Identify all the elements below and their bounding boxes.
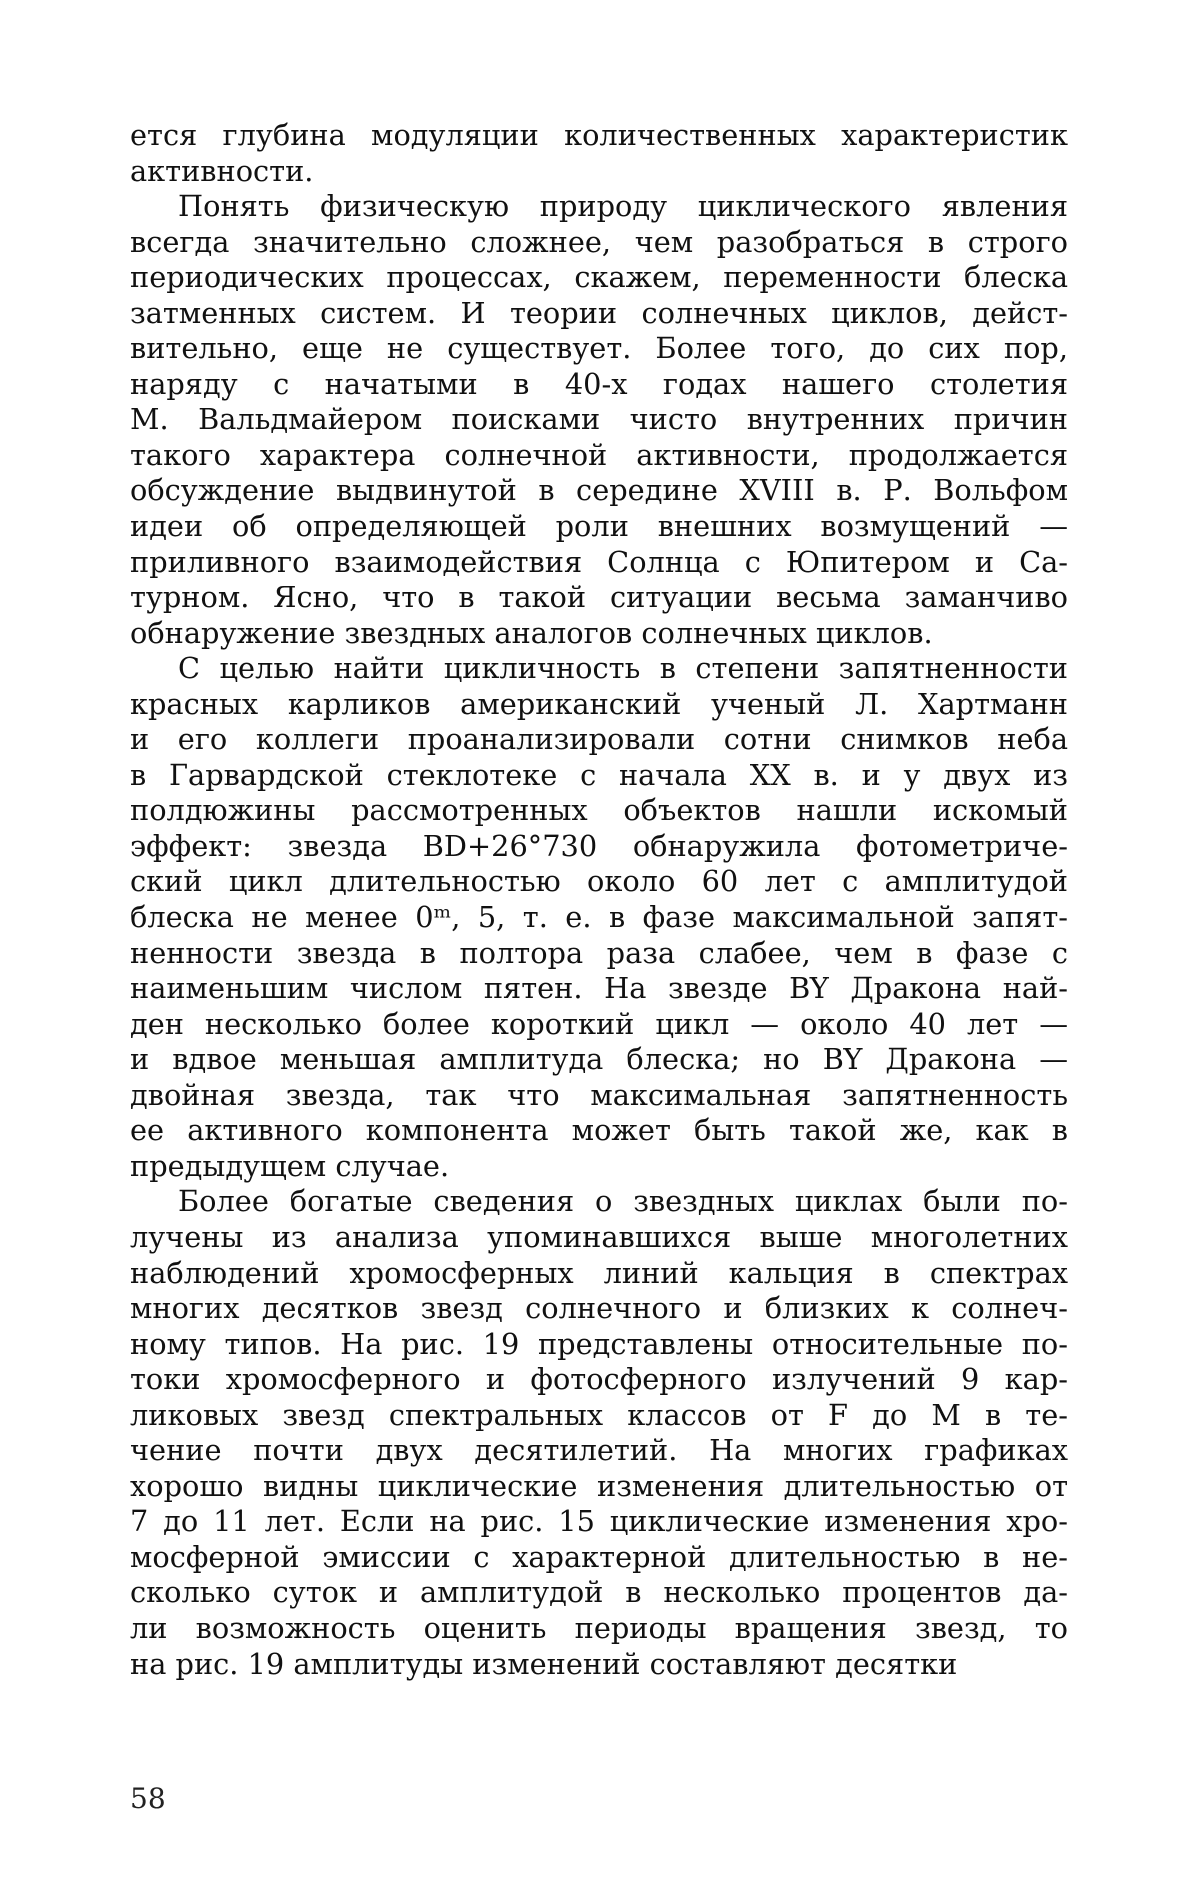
text-line: затменных систем. И теории солнечных циклов, дейст- xyxy=(130,295,1068,330)
text-line: периодических процессах, скажем, переменности блеска xyxy=(130,260,1068,295)
text-line: обнаружение звездных аналогов солнечных циклов. xyxy=(130,615,933,650)
text-line: двойная звезда, так что максимальная запятненность xyxy=(130,1077,1068,1112)
text-line: 7 до 11 лет. Если на рис. 15 циклические изменения хро- xyxy=(130,1504,1068,1539)
text-line: ется глубина модуляции количественных характеристик xyxy=(130,118,1068,152)
text-line: предыдущем случае. xyxy=(130,1148,450,1183)
text-line: наименьшим числом пятен. На звезде BY Дракона най- xyxy=(130,971,1068,1006)
text-line: ден несколько более короткий цикл — около 40 лет — xyxy=(130,1006,1068,1041)
text-line: С целью найти цикличность в степени запятненности xyxy=(178,651,1068,686)
text-line: такого характера солнечной активности, продолжается xyxy=(130,437,1068,472)
body-text xyxy=(130,118,1068,1682)
text-line: активности. xyxy=(130,153,314,188)
text-line: полдюжины рассмотренных объектов нашли искомый xyxy=(130,793,1068,828)
text-line: чение почти двух десятилетий. На многих графиках xyxy=(130,1433,1068,1468)
text-line: Понять физическую природу циклического явления xyxy=(178,189,1068,224)
text-line: М. Вальдмайером поисками чисто внутренних причин xyxy=(130,402,1068,437)
text-line: ликовых звезд спектральных классов от F до M в те- xyxy=(130,1397,1068,1432)
text-line: и вдвое меньшая амплитуда блеска; но BY Дракона — xyxy=(130,1042,1068,1077)
text-line: лучены из анализа упоминавшихся выше многолетних xyxy=(130,1219,1068,1254)
text-line: обсуждение выдвинутой в середине XVIII в. Р. Вольфом xyxy=(130,473,1068,508)
text-line: сколько суток и амплитудой в несколько процентов да- xyxy=(130,1575,1068,1610)
page-number: 58 xyxy=(130,1782,166,1815)
paragraph xyxy=(130,118,1068,189)
text-line: ее активного компонента может быть такой же, как в xyxy=(130,1113,1068,1148)
text-line: и его коллеги проанализировали сотни снимков неба xyxy=(130,722,1068,757)
text-line: наряду с начатыми в 40-х годах нашего столетия xyxy=(130,366,1068,401)
text-line: наблюдений хромосферных линий кальция в спектрах xyxy=(130,1255,1068,1290)
text-line: многих десятков звезд солнечного и близких к солнеч- xyxy=(130,1291,1068,1326)
text-line: ненности звезда в полтора раза слабее, чем в фазе с xyxy=(130,935,1068,970)
text-line: в Гарвардской стеклотеке с начала XX в. и у двух из xyxy=(130,757,1068,792)
paragraph xyxy=(130,1184,1068,1682)
text-line: хорошо видны циклические изменения длительностью от xyxy=(130,1468,1068,1503)
text-line: эффект: звезда BD+26°730 обнаружила фотометриче- xyxy=(130,828,1068,863)
text-line: вительно, еще не существует. Более того, до сих пор, xyxy=(130,331,1068,366)
paragraph xyxy=(130,189,1068,651)
text-line: токи хромосферного и фотосферного излучений 9 кар- xyxy=(130,1362,1068,1397)
text-line: турном. Ясно, что в такой ситуации весьма заманчиво xyxy=(130,580,1068,615)
text-line: всегда значительно сложнее, чем разобраться в строго xyxy=(130,224,1068,259)
text-line: ному типов. На рис. 19 представлены относительные по- xyxy=(130,1326,1068,1361)
text-line: красных карликов американский ученый Л. Хартманн xyxy=(130,686,1068,721)
text-line: мосферной эмиссии с характерной длительностью в не- xyxy=(130,1539,1068,1574)
text-line: приливного взаимодействия Солнца с Юпитером и Са- xyxy=(130,544,1068,579)
paragraph xyxy=(130,651,1068,1184)
text-line: блеска не менее 0ᵐ, 5, т. е. в фазе максимальной запят- xyxy=(130,900,1068,935)
text-line: идеи об определяющей роли внешних возмущений — xyxy=(130,509,1068,544)
text-line: ли возможность оценить периоды вращения звезд, то xyxy=(130,1610,1068,1645)
text-line: Более богатые сведения о звездных циклах были по- xyxy=(178,1184,1068,1219)
text-line: на рис. 19 амплитуды изменений составляют десятки xyxy=(130,1646,958,1681)
text-line: ский цикл длительностью около 60 лет с амплитудой xyxy=(130,864,1068,899)
